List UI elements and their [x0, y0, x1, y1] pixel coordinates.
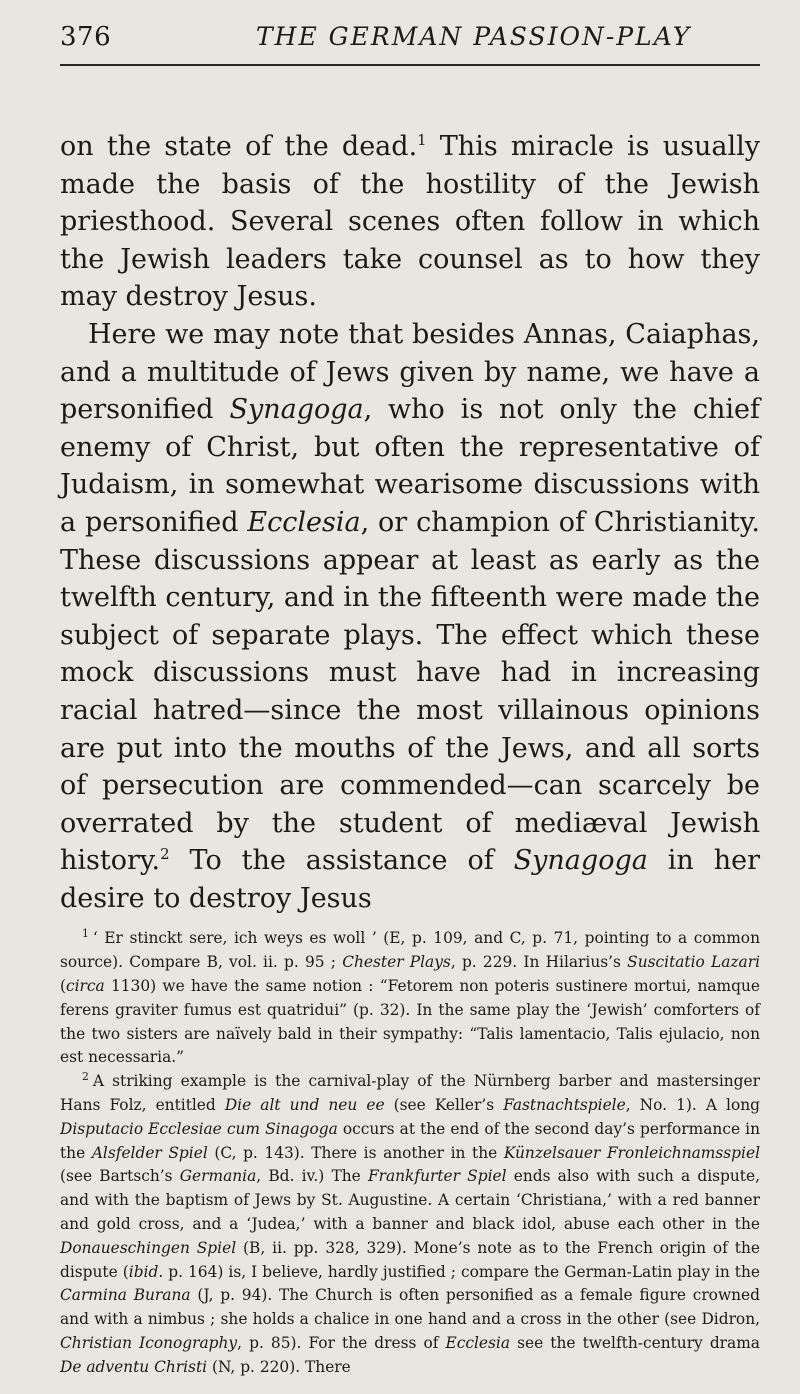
page-header: [60, 22, 760, 62]
body-text: [60, 128, 760, 917]
page-number: 376: [60, 22, 112, 52]
footnote-ref-2: 2: [160, 845, 170, 864]
footnotes: [60, 927, 760, 1379]
footnote-1: $^1$ ‘ Er stinckt sere, ich weys es woll ’ (E, p. 109, and C, p. 71, pointing to a common source). Compare B, vol. ii. p. 95 ; Chester Plays, p. 229. In Hilarius’s Suscitatio Lazari (circa 1130) we have the same notion : “Fetorem non poteris sustinere mortui, namque ferens graviter fumus est quatridui” (p. 32). In the same play the ‘Jewish’ comforters of the two sisters are naïvely bald in their sympathy: “Talis lamentacio, Talis ejulacio, non est necessaria.”: [60, 927, 760, 1067]
paragraph-1: on the state of the dead.$^1$ This miracle is usually made the basis of the hostility of the Jewish priesthood. Several scenes often follow in which the Jewish leaders take counsel as to how they may destroy Jesus.: [60, 131, 760, 313]
header-rule: [60, 64, 760, 66]
running-head: THE GERMAN PASSION-PLAY: [256, 22, 692, 51]
paragraph-2: Here we may note that besides Annas, Caiaphas, and a multitude of Jews given by name, we have a personified Synagoga, who is not only the chief enemy of Christ, but often the representative of Judaism, in somewhat wearisome discussions with a personified Ecclesia, or champion of Christianity. These discussions appear at least as early as the twelfth century, and in the fifteenth were made the subject of separate plays. The effect which these mock discussions must have had in increasing racial hatred—since the most villainous opinions are put into the mouths of the Jews, and all sorts of persecution are commended—can scarcely be overrated by the student of mediæval Jewish history.$^2$ To the assistance of Synagoga in her desire to destroy Jesus: [60, 318, 760, 914]
footnote-2: $^2$ A striking example is the carnival-play of the Nürnberg barber and mastersinger Hans Folz, entitled Die alt und neu ee (see Keller’s Fastnachtspiele, No. 1). A long Disputacio Ecclesiae cum Sinagoga occurs at the end of the second day’s performance in the Alsfelder Spiel (C, p. 143). There is another in the Künzelsauer Fronleichnamsspiel (see Bartsch’s Germania, Bd. iv.) The Frankfurter Spiel ends also with such a dispute, and with the baptism of Jews by St. Augustine. A certain ‘Christiana,’ with a red banner and gold cross, and a ‘Judea,’ with a banner and black idol, abuse each other in the Donaueschingen Spiel (B, ii. pp. 328, 329). Mone’s note as to the French origin of the dispute (ibid. p. 164) is, I believe, hardly justified ; compare the German-Latin play in the Carmina Burana (J, p. 94). The Church is often personified as a female figure crowned and with a nimbus ; she holds a chalice in one hand and a cross in the other (see Didron, Christian Iconography, p. 85). For the dress of Ecclesia see the twelfth-century drama De adventu Christi (N, p. 220). There: [60, 1070, 760, 1376]
footnote-ref-1: 1: [417, 131, 427, 149]
